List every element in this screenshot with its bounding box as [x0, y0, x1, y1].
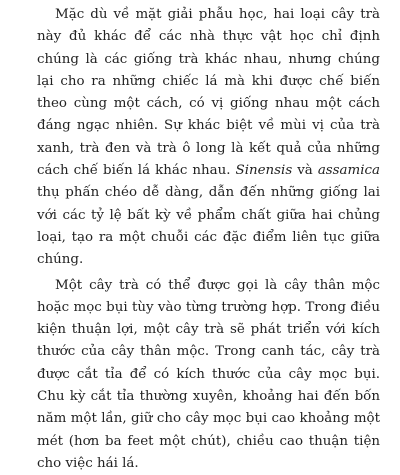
- paragraph-2: [37, 275, 380, 475]
- paragraph-1-text-1: Mặc dù về mặt giải phẫu học, hai loại cây trà này đủ khác để các nhà thực vật học chỉ định chúng là các giống trà khác nhau, nhưng chúng lại cho ra những chiếc lá mà khi được chế biến theo cùng một cách, có vị giống nhau một cách đáng ngạc nhiên. Sự khác biệt về mùi vị của trà xanh, trà đen và trà ô long là kết quả của những cách chế biến lá khác nhau.: [37, 7, 380, 179]
- paragraph-1-text-2: và: [292, 163, 318, 179]
- paragraph-1-text-3: thụ phấn chéo dễ dàng, dẫn đến những giống lai với các tỷ lệ bất kỳ về phẩm chất giữa hai chủng loại, tạo ra một chuỗi các đặc điểm liên tục giữa chúng.: [37, 185, 380, 268]
- paragraph-1: [37, 4, 380, 272]
- species-name-sinensis: Sinensis: [235, 163, 293, 179]
- species-name-assamica: assamica: [317, 163, 381, 179]
- document-page: [37, 4, 380, 475]
- paragraph-2-text-1: Một cây trà có thể được gọi là cây thân mộc hoặc mọc bụi tùy vào từng trường hợp. Trong điều kiện thuận lợi, một cây trà sẽ phát triển với kích thước của cây thân mộc. Trong canh tác, cây trà được cắt tỉa để có kích thước của cây mọc bụi. Chu kỳ cắt tỉa thường xuyên, khoảng hai đến bốn năm một lần, giữ cho cây mọc bụi cao khoảng một mét (hơn ba feet một chút), chiều cao thuận tiện cho việc hái lá.: [37, 277, 380, 471]
